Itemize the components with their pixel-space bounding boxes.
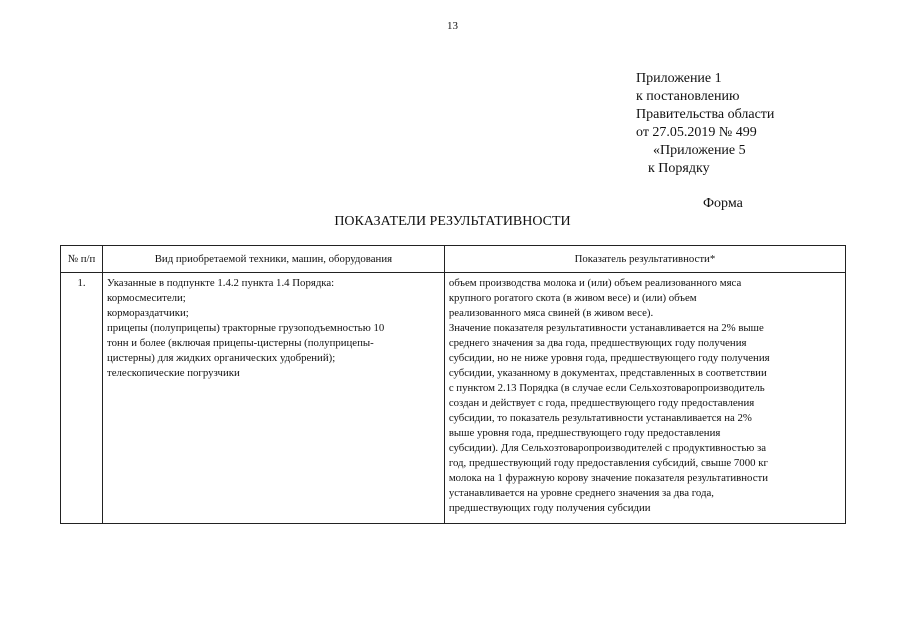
header-indicator: Показатель результативности*: [444, 246, 845, 273]
table-row: [61, 273, 846, 524]
indicator-line: крупного рогатого скота (в живом весе) и (или) объем: [448, 292, 697, 304]
indicators-table: [60, 245, 846, 524]
table-header-row: [61, 246, 846, 273]
header-equipment: Вид приобретаемой техники, машин, оборудования: [103, 246, 445, 273]
indicator-line: выше уровня года, предшествующего году предоставления: [448, 427, 721, 439]
indicator-line: год, предшествующий году предоставления субсидий, свыше 7000 кг: [448, 457, 768, 469]
indicator-line: предшествующих году получения субсидии: [448, 502, 651, 514]
equipment-cell: [103, 273, 445, 524]
appendix-line: от 27.05.2019 № 499: [636, 125, 757, 140]
equipment-line: Указанные в подпункте 1.4.2 пункта 1.4 Порядка:: [107, 277, 335, 289]
equipment-line: кормораздатчики;: [107, 307, 189, 319]
row-number: 1.: [61, 273, 103, 524]
indicator-line: субсидии, то показатель результативности устанавливается на 2%: [448, 412, 752, 424]
appendix-sub-line: к Порядку: [648, 161, 710, 176]
indicator-cell: [444, 273, 845, 524]
appendix-line: Правительства области: [636, 107, 775, 122]
appendix-line: к постановлению: [636, 89, 740, 104]
indicator-line: молока на 1 фуражную корову значение показателя результативности: [448, 472, 769, 484]
indicator-line: создан и действует с года, предшествующего году предоставления: [448, 397, 755, 409]
header-number: № п/п: [61, 246, 103, 273]
indicator-line: объем производства молока и (или) объем реализованного мяса: [448, 277, 742, 289]
page-number: 13: [447, 20, 458, 32]
indicator-line: реализованного мяса свиней (в живом весе).: [448, 307, 654, 319]
equipment-line: телескопические погрузчики: [107, 367, 240, 379]
indicator-line: среднего значения за два года, предшествующих году получения: [448, 337, 747, 349]
equipment-line: цистерны) для жидких органических удобрений);: [107, 352, 336, 364]
indicator-line: субсидии, указанному в документах, представленных в соответствии: [448, 367, 767, 379]
appendix-line: Приложение 1: [636, 71, 722, 86]
document-title: ПОКАЗАТЕЛИ РЕЗУЛЬТАТИВНОСТИ: [334, 214, 571, 229]
equipment-line: кормосмесители;: [107, 292, 186, 304]
equipment-line: тонн и более (включая прицепы-цистерны (полуприцепы-: [107, 337, 374, 349]
appendix-sub-line: «Приложение 5: [653, 143, 746, 158]
appendix-block: [636, 70, 774, 178]
indicator-line: субсидии, но не ниже уровня года, предшествующего году получения: [448, 352, 770, 364]
indicator-line: Значение показателя результативности устанавливается на 2% выше: [448, 322, 764, 334]
indicator-line: устанавливается на уровне среднего значения за два года,: [448, 487, 714, 499]
indicator-line: субсидии). Для Сельхозтоваропроизводителей с продуктивностью за: [448, 442, 767, 454]
indicator-line: с пунктом 2.13 Порядка (в случае если Сельхозтоваропроизводитель: [448, 382, 765, 394]
form-label: Форма: [703, 196, 743, 211]
equipment-line: прицепы (полуприцепы) тракторные грузоподъемностью 10: [107, 322, 385, 334]
